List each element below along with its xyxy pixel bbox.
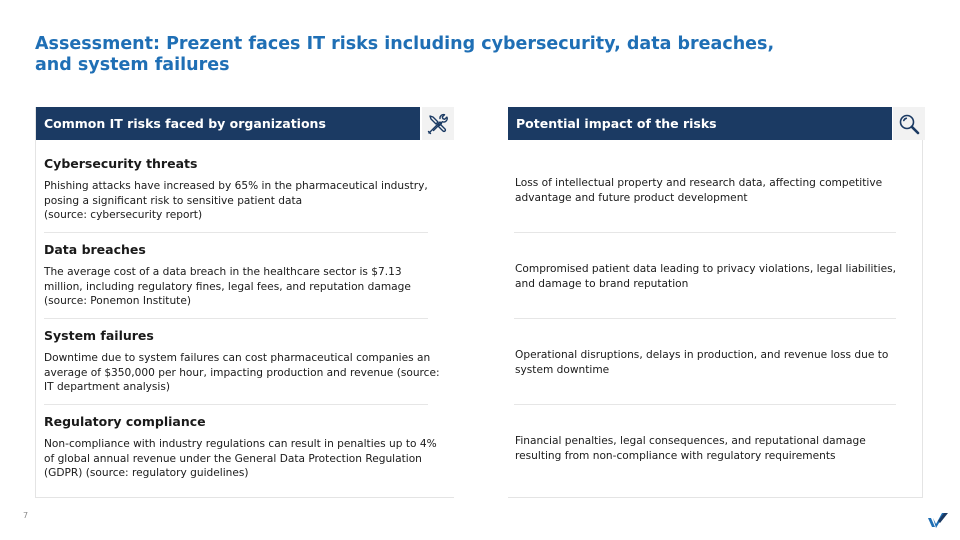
slide-title: Assessment: Prezent faces IT risks including cybersecurity, data breaches, and system failures (35, 34, 775, 75)
brand-logo-icon (927, 512, 949, 528)
risk-title: Cybersecurity threats (44, 156, 198, 171)
impact-row (508, 319, 922, 405)
impact-row (508, 233, 922, 319)
tools-icon (422, 107, 454, 140)
impact-text: Loss of intellectual property and research data, affecting competitive advantage and future product development (515, 177, 883, 204)
risk-description: Downtime due to system failures can cost pharmaceutical companies an average of $350,000 per hour, impacting production and revenue (source: IT department analysis) (44, 352, 440, 393)
risk-title: Regulatory compliance (44, 414, 206, 429)
risks-header: Common IT risks faced by organizations (36, 107, 420, 140)
risk-description: Phishing attacks have increased by 65% in the pharmaceutical industry, posing a significant risk to sensitive patient data (source: cybersecurity report) (44, 180, 428, 221)
impact-row (508, 405, 922, 491)
risk-title: System failures (44, 328, 154, 343)
impact-panel (508, 107, 923, 498)
impact-text: Financial penalties, legal consequences, and reputational damage resulting from non-compliance with regulatory requirements (515, 435, 866, 462)
impact-header: Potential impact of the risks (508, 107, 892, 140)
risk-row (36, 405, 454, 491)
risk-row (36, 147, 454, 233)
impact-text: Operational disruptions, delays in production, and revenue loss due to system downtime (515, 349, 889, 376)
risks-panel (35, 107, 454, 498)
risk-description: Non-compliance with industry regulations can result in penalties up to 4% of global annual revenue under the General Data Protection Regulation (GDPR) (source: regulatory guidelines) (44, 438, 437, 479)
risk-title: Data breaches (44, 242, 146, 257)
impact-row (508, 147, 922, 233)
page-number: 7 (23, 511, 29, 520)
impact-text: Compromised patient data leading to privacy violations, legal liabilities, and damage to brand reputation (515, 263, 896, 290)
magnifier-icon (893, 107, 925, 140)
risk-row (36, 233, 454, 319)
risk-row (36, 319, 454, 405)
risk-description: The average cost of a data breach in the healthcare sector is $7.13 million, including regulatory fines, legal fees, and reputation damage (source: Ponemon Institute) (44, 266, 411, 307)
